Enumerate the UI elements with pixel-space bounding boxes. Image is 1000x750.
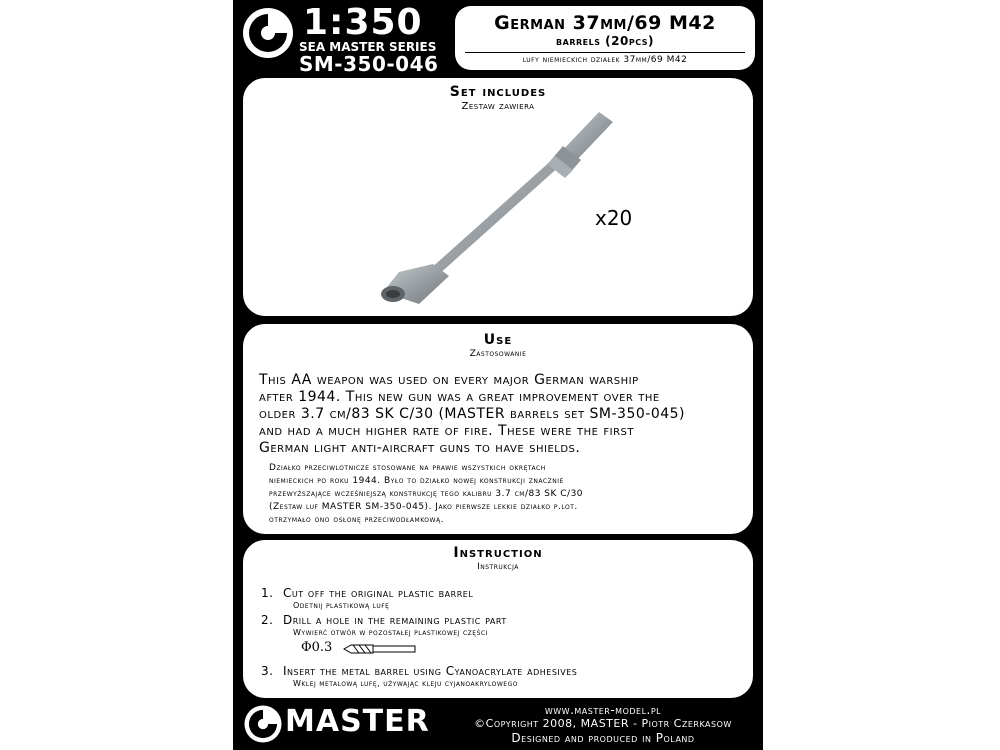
drill-bit-icon: [343, 642, 417, 656]
scale-label: 1:350: [303, 2, 423, 43]
product-card: [233, 0, 763, 750]
step-text-pl: Wklej metalową lufę, używając kleju cyjanoakrylowego: [293, 679, 518, 688]
series-label: SEA MASTER SERIES: [299, 40, 437, 54]
use-text-en: [259, 372, 749, 457]
product-subtitle: barrels (20pcs): [556, 34, 654, 48]
step-text: Drill a hole in the remaining plastic part: [283, 613, 507, 627]
product-code: SM-350-046: [299, 52, 439, 76]
quantity-label: x20: [595, 206, 633, 230]
instruction-panel: [243, 540, 753, 698]
brand-name: MASTER: [285, 704, 430, 739]
use-line-pl: niemieckich po roku 1944. Było to działko nowej konstrukcji znacznie: [269, 476, 564, 486]
step-number: 3.: [261, 664, 274, 678]
copyright-text: ©Copyright 2008, MASTER - Piotr Czerkasow: [474, 717, 732, 730]
set-includes-panel: [243, 78, 753, 316]
master-brand-icon: [243, 704, 283, 744]
use-line-en: This AA weapon was used on every major German warship: [259, 372, 639, 388]
designed-text: Designed and produced in Poland: [511, 731, 695, 745]
use-line-en: older 3.7 cm/83 SK C/30 (MASTER barrels set SM-350-045): [259, 406, 686, 422]
step-text: Insert the metal barrel using Cyanoacrylate adhesives: [283, 664, 578, 678]
use-line-pl: (Zestaw luf MASTER SM-350-045). Jako pierwsze lekkie działko p.lot.: [269, 502, 578, 512]
barrel-image: [373, 108, 613, 308]
use-line-en: after 1944. This new gun was a great improvement over the: [259, 389, 660, 405]
step-text-pl: Odetnij plastikową lufę: [293, 601, 390, 610]
master-logo-icon: [241, 6, 295, 60]
use-title: Use: [483, 332, 513, 348]
set-includes-title-pl: Zestaw zawiera: [461, 101, 535, 112]
drill-size-label: Φ0.3: [301, 640, 333, 655]
title-panel: [455, 6, 755, 70]
website-link[interactable]: www.master-model.pl: [544, 703, 662, 717]
use-text-pl: [269, 462, 739, 527]
instruction-title: Instruction: [453, 545, 543, 561]
use-line-pl: przewyższające wcześniejszą konstrukcję tego kalibru 3.7 cm/83 SK C/30: [269, 489, 584, 499]
use-line-en: German light anti-aircraft guns to have shields.: [259, 440, 581, 456]
step-text: Cut off the original plastic barrel: [283, 586, 474, 600]
product-title: German 37mm/69 M42: [494, 12, 716, 34]
use-panel: [243, 324, 753, 534]
step-text-pl: Wywierć otwór w pozostałej plastikowej części: [293, 628, 488, 637]
set-includes-title: Set includes: [449, 84, 547, 100]
use-title-pl: Zastosowanie: [469, 349, 527, 359]
footer-info: [453, 703, 753, 745]
instruction-title-pl: Instrukcja: [477, 562, 519, 572]
product-title-pl: lufy niemieckich działek 37mm/69 M42: [522, 55, 688, 65]
step-number: 1.: [261, 586, 274, 600]
title-divider: [465, 52, 745, 53]
use-line-pl: Działko przeciwlotnicze stosowane na prawie wszystkich okrętach: [269, 463, 546, 473]
step-number: 2.: [261, 613, 274, 627]
use-line-en: and had a much higher rate of fire. These were the first: [259, 423, 634, 439]
use-line-pl: otrzymało ono osłonę przeciwodłamkową.: [269, 515, 444, 525]
